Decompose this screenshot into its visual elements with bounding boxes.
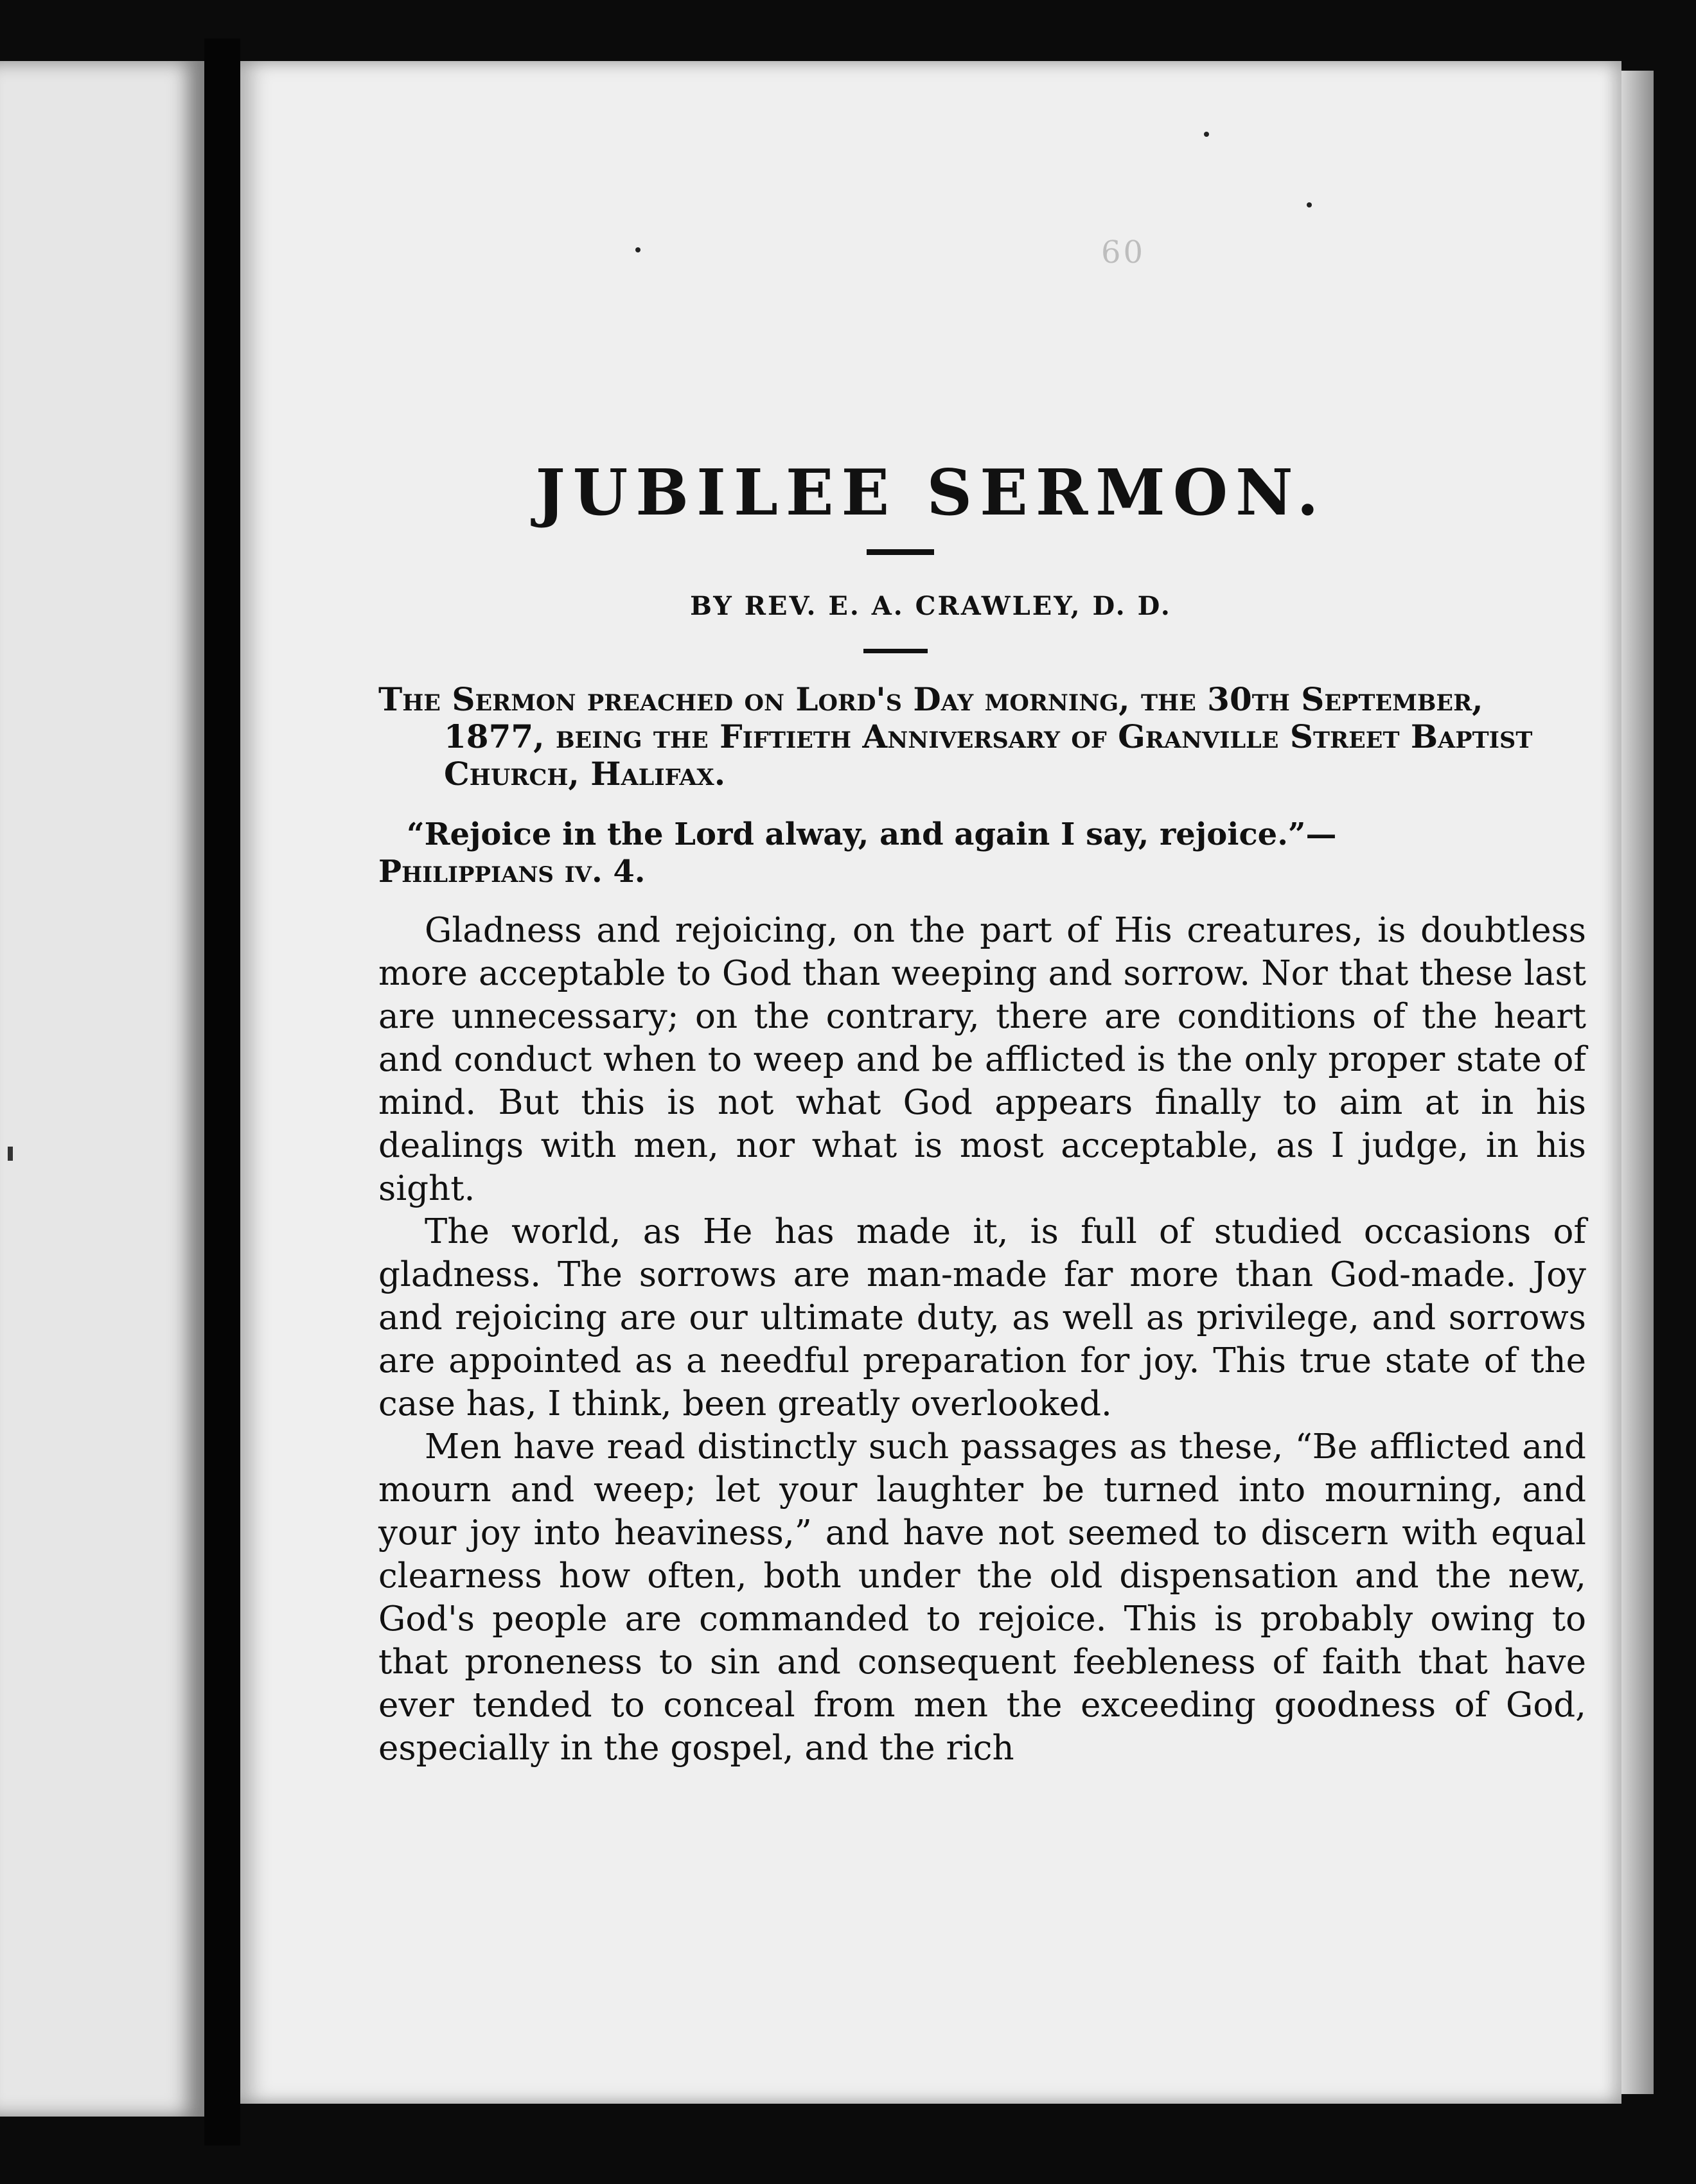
sermon-body <box>378 909 1586 1770</box>
speck <box>1307 202 1312 207</box>
scripture-epigraph <box>378 816 1586 890</box>
page-edge <box>1621 71 1654 2094</box>
sermon-occasion <box>378 681 1580 793</box>
speck <box>635 247 640 252</box>
occasion-text: The Sermon preached on Lord's Day morning, the 30th September, 1877, being the Fiftieth Anniversary of Granville Street Baptist Church, Halifax. <box>378 680 1533 793</box>
facing-page-edge <box>0 61 204 2117</box>
page-mark <box>8 1147 13 1161</box>
paragraph: Gladness and rejoicing, on the part of His creatures, is doubtless more acceptable to God than weeping and sorrow. Nor that these last are unnecessary; on the contrary, there are conditions of the heart and conduct when to weep and be afflicted is the only proper state of mind. But this is not what God appears finally to aim at in his dealings with men, nor what is most acceptable, as I judge, in his sight. <box>378 911 1586 1208</box>
paragraph: The world, as He has made it, is full of studied occasions of gladness. The sorrows are man-made far more than God-made. Joy and rejoicing are our ultimate duty, as well as privilege, and sorrows are appointed as a needful preparation for joy. This true state of the case has, I think, been greatly overlooked. <box>378 1212 1586 1423</box>
page-number: 60 <box>1101 234 1146 270</box>
byline-rule <box>863 649 928 653</box>
paragraph: Men have read distinctly such passages as these, “Be afflicted and mourn and weep; let your laughter be turned into mourning, and your joy into heaviness,” and have not seemed to discern with equal clearness how often, both under the old dispensation and the new, God's people are commanded to rejoice. This is probably owing to that proneness to sin and consequent feebleness of faith that have ever tended to conceal from men the exceeding goodness of God, especially in the gospel, and the rich <box>378 1427 1586 1768</box>
title-rule <box>867 549 934 555</box>
epigraph-reference: Philippians iv. 4. <box>378 854 646 890</box>
author-byline: BY REV. E. A. CRAWLEY, D. D. <box>690 591 1172 621</box>
document-page <box>240 61 1621 2104</box>
epigraph-quote: “Rejoice in the Lord alway, and again I say, rejoice.”— <box>407 816 1337 852</box>
speck <box>1204 132 1209 137</box>
book-spine <box>204 39 240 2145</box>
sermon-title: JUBILEE SERMON. <box>535 456 1327 530</box>
